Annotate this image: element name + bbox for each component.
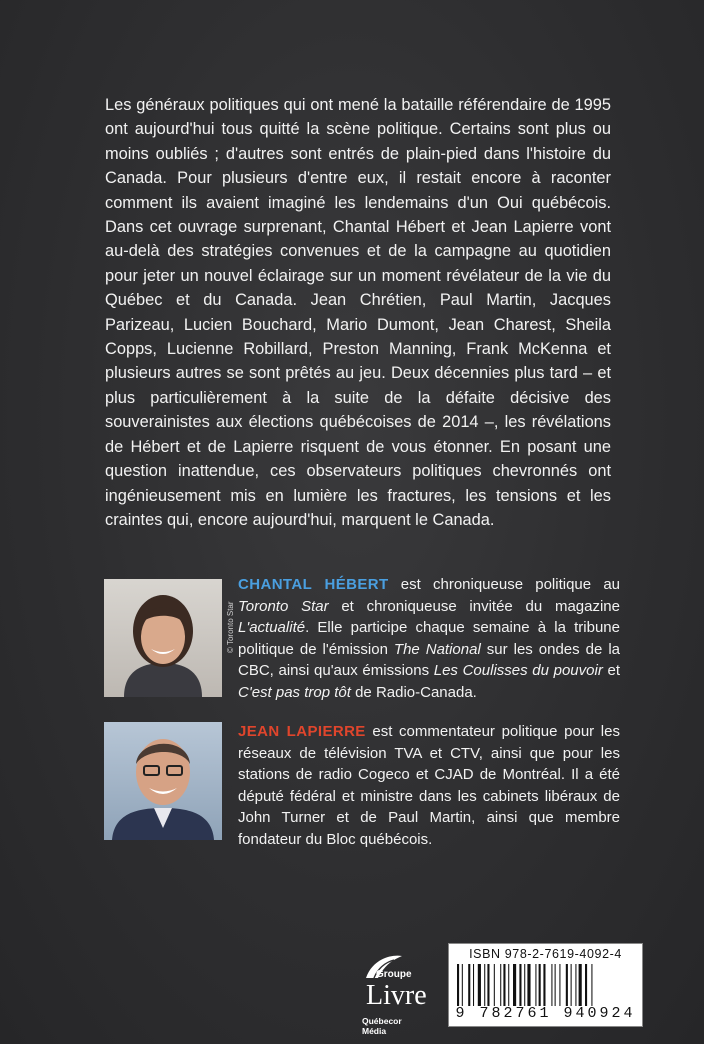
photo-credit: © Toronto Star: [226, 601, 235, 653]
publisher-logo: [348, 952, 426, 1034]
isbn-label: ISBN 978-2-7619-4092-4: [469, 947, 622, 961]
bio-italic: Les Coulisses du pouvoir: [433, 662, 603, 680]
bio-text: et: [602, 662, 620, 680]
author-bio-chantal-hebert: [238, 574, 620, 704]
bio-italic: The National: [393, 640, 481, 658]
back-cover-blurb: Les généraux politiques qui ont mené la bataille référendaire de 1995 ont aujourd'hui tous quitté la scène politique. Certains sont plus ou moins oubliés ; d'autres sont entrés de plain-pied dans l'histoire du Canada. Pour plusieurs d'entre eux, il restait encore à raconter comment ils avaient imaginé les lendemains d'un Oui québécois. Dans cet ouvrage surprenant, Chantal Hébert et Jean Lapierre vont au-delà des stratégies convenues et de la campagne au quotidien pour jeter un nouvel éclairage sur un moment révélateur de la vie du Québec et du Canada. Jean Chrétien, Paul Martin, Jacques Parizeau, Lucien Bouchard, Mario Dumont, Jean Charest, Sheila Copps, Lucienne Robillard, Preston Manning, Frank McKenna et plusieurs autres se sont prêtés au jeu. Deux décennies plus tard – et plus particulièrement à la suite de la défaite décisive des souverainistes aux élections québécoises de 2014 –, les révélations de Hébert et de Lapierre risquent de vous étonner. En posant une question inattendue, ces observateurs politiques chevronnés ont ingénieusement mis en lumière les fractures, les tensions et les craintes qui, encore aujourd'hui, marquent le Canada.: [105, 96, 611, 529]
author-name-jean-lapierre: JEAN LAPIERRE: [238, 723, 366, 740]
author-name-chantal-hebert: CHANTAL HÉBERT: [238, 576, 389, 593]
bio-italic: L'actualité: [238, 619, 306, 637]
publisher-group-label: Groupe: [376, 969, 412, 980]
author-bio-jean-lapierre: [238, 721, 620, 851]
bio-italic: Toronto Star: [238, 597, 329, 615]
author-photo-chantal-hebert: [104, 579, 222, 697]
barcode: [448, 943, 643, 1027]
publisher-name: Livre: [366, 980, 427, 1011]
bio-text: est chroniqueuse politique au: [388, 576, 620, 593]
author-photo-jean-lapierre: [104, 722, 222, 840]
bio-text: . Elle participe chaque semaine à la tribune politique de l'émission: [238, 619, 620, 658]
bio-text: de Radio-Canada.: [350, 683, 477, 701]
barcode-number: 9 782761 940924: [455, 1005, 636, 1022]
bio-text: et chroniqueuse invitée du magazine: [328, 597, 620, 615]
bio-italic: C'est pas trop tôt: [238, 683, 351, 701]
barcode-bars: [455, 964, 636, 1006]
publisher-parent: Québecor Média: [362, 1016, 402, 1036]
bio-text: est commentateur politique pour les réseaux de télévision TVA et CTV, ainsi que pour les stations de radio Cogeco et CJAD de Montréal. Il a été député fédéral et ministre dans les cabinets libéraux de John Turner et de Paul Martin, ainsi que membre fondateur du Bloc québécois.: [238, 723, 620, 848]
bio-text: sur les ondes de la CBC, ainsi qu'aux émissions: [238, 640, 620, 680]
